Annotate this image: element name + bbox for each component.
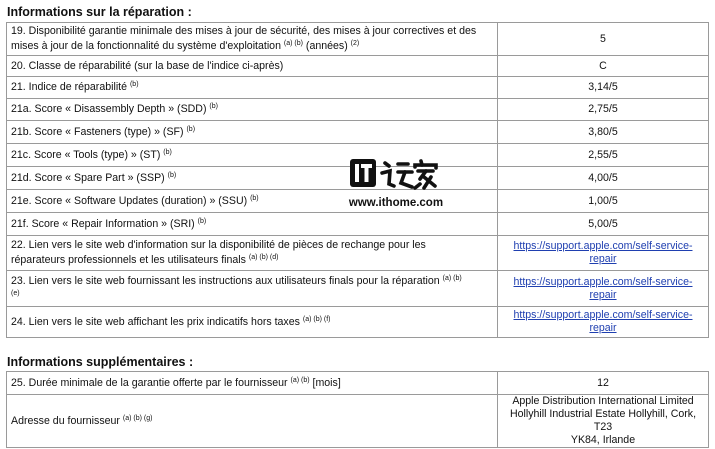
row-value: 12 (498, 372, 709, 395)
row-value: 1,00/5 (498, 190, 709, 213)
row-label: 25. Durée minimale de la garantie offerte par le fournisseur $^{(a) (b)}$ [mois] (7, 372, 498, 395)
row-label: 21a. Score « Disassembly Depth » (SDD) $^{(b)}$ (7, 99, 498, 121)
table-row (7, 395, 709, 448)
row-label: 21f. Score « Repair Information » (SRI) $^{(b)}$ (7, 213, 498, 236)
row-label: 19. Disponibilité garantie minimale des mises à jour de sécurité, des mises à jour correctives et des mises à jour de la fonctionnalité du système d'exploitation $^{(a) (b)}$ (années) $^{(2)}$ (7, 23, 498, 56)
repair-info-heading: Informations sur la réparation : (7, 5, 192, 19)
supplementary-info-heading: Informations supplémentaires : (7, 355, 194, 369)
repair-instructions-link[interactable]: https://support.apple.com/self-service- repair (513, 275, 693, 301)
table-row (7, 271, 709, 307)
row-value (498, 236, 709, 271)
spare-parts-link[interactable]: https://support.apple.com/self-service- repair (513, 240, 693, 265)
prices-link[interactable]: https://support.apple.com/self-service- repair (513, 309, 693, 334)
row-value: 3,14/5 (498, 77, 709, 99)
ithome-watermark (346, 157, 446, 217)
table-row (7, 307, 709, 338)
row-value: 5,00/5 (498, 213, 709, 236)
supplementary-info-table (6, 371, 709, 448)
row-value: 2,75/5 (498, 99, 709, 121)
row-label: 21. Indice de réparabilité $^{(b)}$ (7, 77, 498, 99)
supplier-address: Apple Distribution International Limited Hollyhill Industrial Estate Hollyhill, Cork, T23 YK84, Irlande (498, 395, 709, 448)
row-label: 24. Lien vers le site web affichant les prix indicatifs hors taxes $^{(a) (b) (f)}$ (7, 307, 498, 338)
row-label: 23. Lien vers le site web fournissant les instructions aux utilisateurs finals pour la réparation $^{(a) (b)}$ $^{(e)}$ (7, 271, 498, 307)
row-label: 21d. Score « Spare Part » (SSP) $^{(b)}$ (7, 167, 498, 190)
row-label: 22. Lien vers le site web d'information sur la disponibilité de pièces de rechange pour les réparateurs professionnels et les utilisateurs finals $^{(a) (b) (d)}$ (7, 236, 498, 271)
table-row (7, 121, 709, 144)
row-value: 3,80/5 (498, 121, 709, 144)
row-value: 2,55/5 (498, 144, 709, 167)
table-row (7, 56, 709, 77)
ithome-logo (348, 157, 444, 191)
table-row (7, 99, 709, 121)
watermark-url: www.ithome.com (348, 197, 444, 209)
table-row (7, 23, 709, 56)
row-value: 5 (498, 23, 709, 56)
row-label: 20. Classe de réparabilité (sur la base de l'indice ci-après) (7, 56, 498, 77)
row-label: 21e. Score « Software Updates (duration) » (SSU) $^{(b)}$ (7, 190, 498, 213)
table-row (7, 372, 709, 395)
row-label: 21b. Score « Fasteners (type) » (SF) $^{(b)}$ (7, 121, 498, 144)
table-row (7, 77, 709, 99)
row-value: C (498, 56, 709, 77)
table-row (7, 236, 709, 271)
row-value (498, 307, 709, 338)
row-label: 21c. Score « Tools (type) » (ST) $^{(b)}$ (7, 144, 498, 167)
row-value: 4,00/5 (498, 167, 709, 190)
row-label: Adresse du fournisseur $^{(a) (b) (g)}$ (7, 395, 498, 448)
row-value (498, 271, 709, 307)
